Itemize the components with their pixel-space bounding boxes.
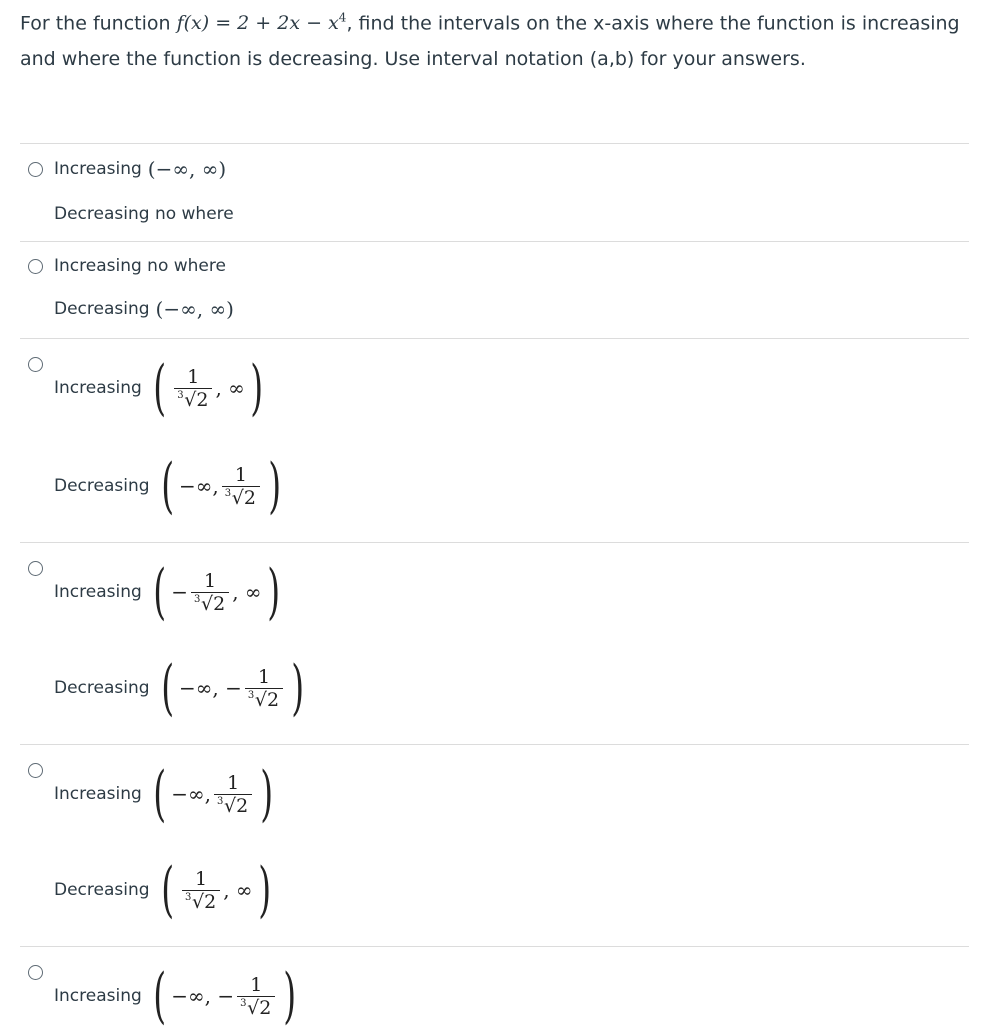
- function-expression: $f(x) = 2 + 2x - x^4$: [176, 11, 347, 35]
- interval-expression: ( −∞, 1 3 √2 ): [160, 451, 282, 521]
- answer-choice-3[interactable]: [20, 338, 969, 543]
- interval-expression: ( 1 3 √2 , ∞ ): [153, 353, 263, 423]
- radio-button[interactable]: [28, 561, 43, 576]
- question-prefix: For the function: [20, 12, 177, 35]
- answer-choice-6[interactable]: [20, 946, 969, 1031]
- decreasing-line: Decreasing ( −∞, 1 3 √2 ): [54, 455, 286, 517]
- radio-button[interactable]: [28, 965, 43, 980]
- decreasing-line: Decreasing no where: [54, 204, 234, 224]
- question-suffix: , find the intervals on the x-axis where the function is increasing and where the function is decreasing. Use interval notation (a,b) for your answers.: [20, 12, 960, 71]
- radio-button[interactable]: [28, 259, 43, 274]
- question-text: [20, 0, 970, 77]
- radio-button[interactable]: [28, 162, 43, 177]
- answer-choice-4[interactable]: [20, 542, 969, 745]
- answer-choice-2[interactable]: [20, 241, 969, 339]
- increasing-line: Increasing ( −∞, 1 3 √2 ): [54, 763, 279, 825]
- decreasing-line: Decreasing ( −∞, − 1 3 √2 ): [54, 657, 310, 719]
- interval-expression: (−∞, ∞): [155, 297, 234, 321]
- interval-expression: ( −∞, − 1 3 √2 ): [160, 653, 305, 723]
- increasing-line: Increasing ( −∞, − 1 3 √2 ): [54, 965, 302, 1027]
- interval-expression: ( − 1 3 √2 , ∞ ): [153, 557, 280, 627]
- decreasing-line: Decreasing ( 1 3 √2 , ∞ ): [54, 859, 276, 921]
- increasing-line: Increasing no where: [54, 256, 226, 276]
- answer-choice-5[interactable]: [20, 744, 969, 947]
- interval-expression: (−∞, ∞): [147, 157, 227, 181]
- increasing-line: Increasing ( 1 3 √2 , ∞ ): [54, 357, 268, 419]
- interval-expression: ( −∞, − 1 3 √2 ): [153, 961, 297, 1031]
- interval-expression: ( −∞, 1 3 √2 ): [153, 759, 274, 829]
- decreasing-line: Decreasing (−∞, ∞): [54, 297, 234, 321]
- interval-expression: ( 1 3 √2 , ∞ ): [160, 855, 271, 925]
- increasing-line: Increasing ( − 1 3 √2 , ∞ ): [54, 561, 285, 623]
- radio-button[interactable]: [28, 763, 43, 778]
- radio-button[interactable]: [28, 357, 43, 372]
- increasing-line: Increasing (−∞, ∞): [54, 157, 227, 181]
- answer-choice-1[interactable]: [20, 143, 969, 242]
